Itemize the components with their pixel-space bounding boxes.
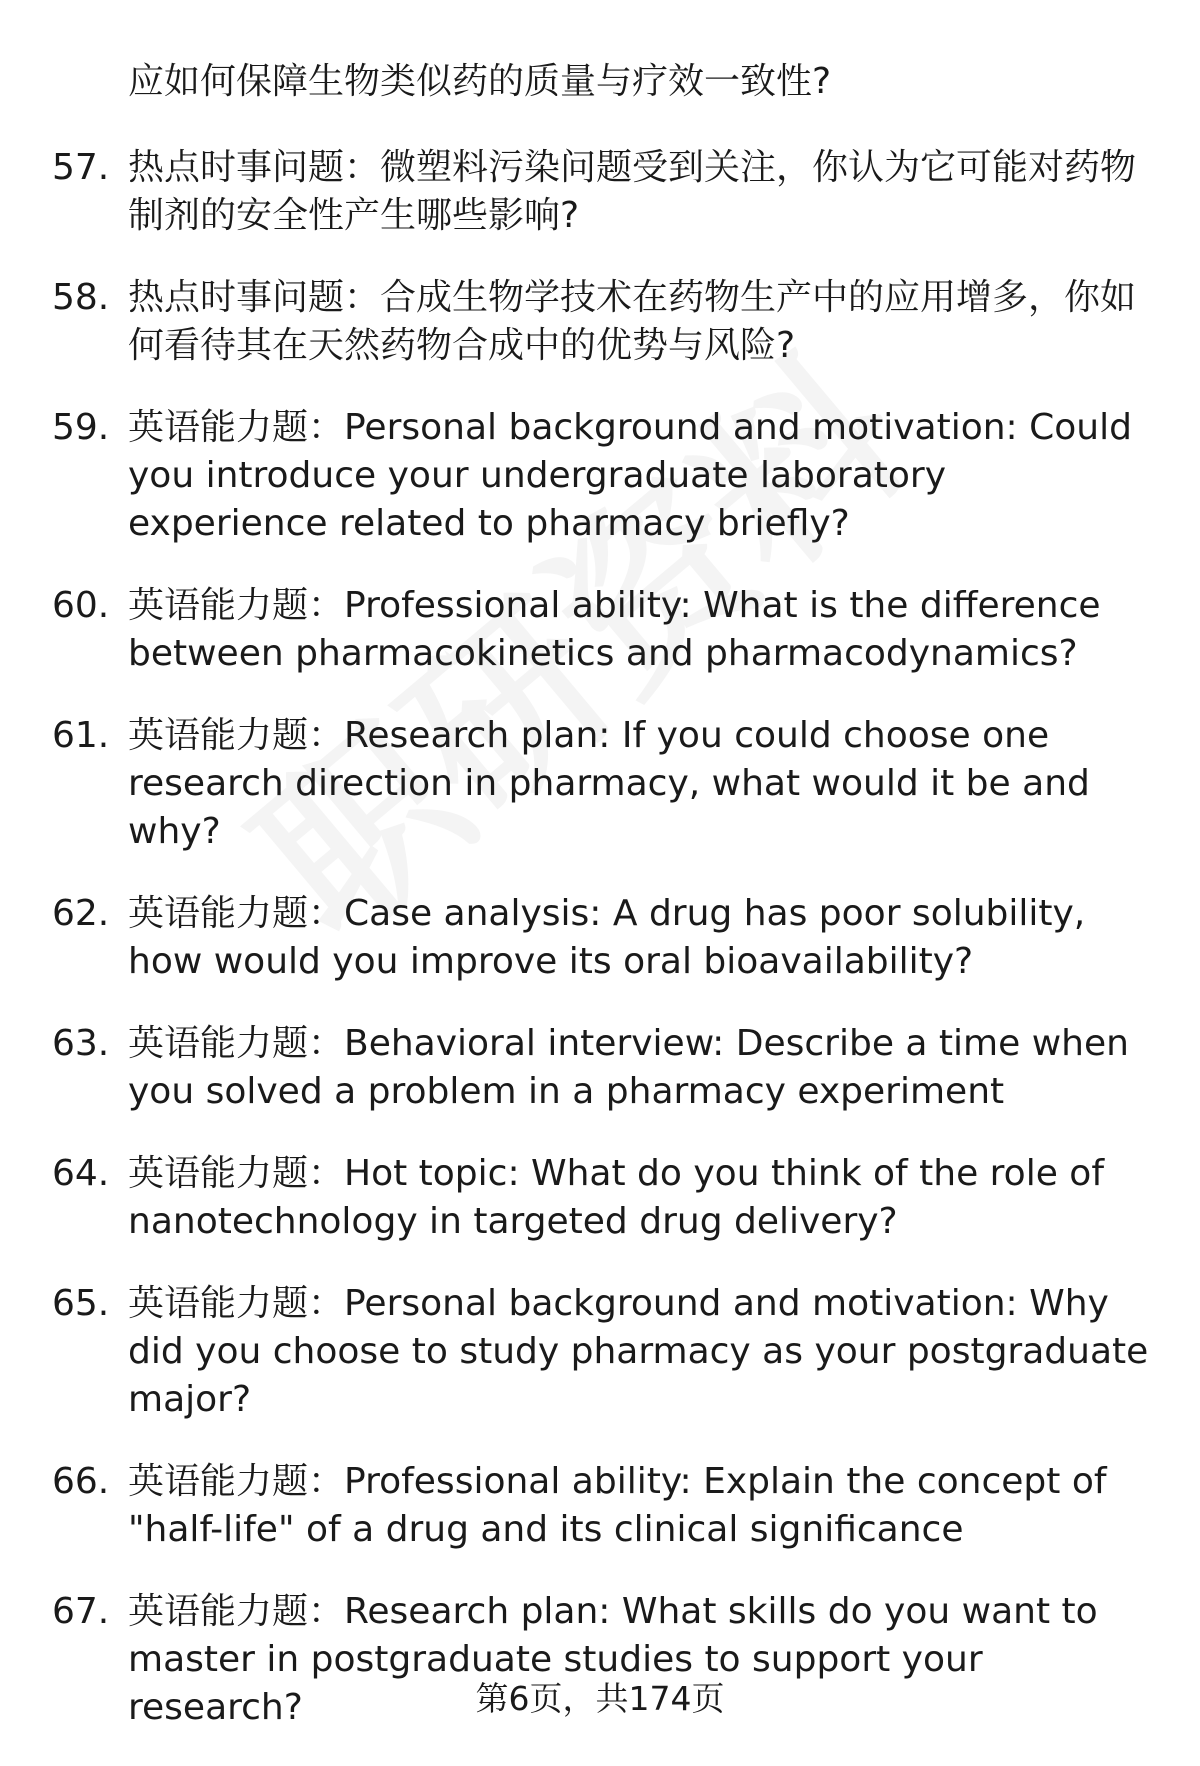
question-item	[0, 144, 1200, 240]
question-text: 英语能力题：Hot topic: What do you think of the role of nanotechnology in targeted drug delivery?	[128, 1153, 1104, 1242]
question-item	[0, 1150, 1200, 1246]
question-text: 英语能力题：Behavioral interview: Describe a time when you solved a problem in a pharmacy experiment	[128, 1023, 1129, 1112]
question-number: 60.	[52, 585, 110, 626]
question-text: 英语能力题：Professional ability: What is the difference between pharmacokinetics and pharmacodynamics?	[128, 585, 1101, 674]
question-text: 英语能力题：Case analysis: A drug has poor solubility, how would you improve its oral bioavailability?	[128, 893, 1086, 982]
question-number: 64.	[52, 1153, 110, 1194]
question-text: 英语能力题：Research plan: If you could choose one research direction in pharmacy, what would it be and why?	[128, 715, 1090, 852]
question-number: 62.	[52, 893, 110, 934]
question-list	[0, 144, 1200, 1766]
question-item	[0, 274, 1200, 370]
question-number: 65.	[52, 1283, 110, 1324]
question-text: 英语能力题：Research plan: What skills do you want to master in postgraduate studies to support your research?	[128, 1591, 1098, 1728]
question-item	[0, 890, 1200, 986]
question-number: 57.	[52, 147, 110, 188]
question-text: 热点时事问题：微塑料污染问题受到关注，你认为它可能对药物制剂的安全性产生哪些影响?	[128, 147, 1137, 236]
question-text: 英语能力题：Personal background and motivation: Could you introduce your undergraduate laboratory experience related to pharmacy briefly?	[128, 407, 1132, 544]
question-number: 61.	[52, 715, 110, 756]
page-footer: 第6页，共174页	[475, 1679, 725, 1718]
question-text: 英语能力题：Professional ability: Explain the concept of "half-life" of a drug and its clinical significance	[128, 1461, 1107, 1550]
question-number: 59.	[52, 407, 110, 448]
question-item	[0, 712, 1200, 856]
question-item	[0, 404, 1200, 548]
question-number: 63.	[52, 1023, 110, 1064]
question-number: 58.	[52, 277, 110, 318]
continuation-text: 应如何保障生物类似药的质量与疗效一致性?	[128, 61, 832, 102]
question-number: 66.	[52, 1461, 110, 1502]
question-item	[0, 1280, 1200, 1424]
question-number: 67.	[52, 1591, 110, 1632]
question-item	[0, 1458, 1200, 1554]
question-text: 英语能力题：Personal background and motivation: Why did you choose to study pharmacy as your postgraduate major?	[128, 1283, 1149, 1420]
question-item	[0, 582, 1200, 678]
question-item	[0, 1020, 1200, 1116]
question-text: 热点时事问题：合成生物学技术在药物生产中的应用增多，你如何看待其在天然药物合成中的优势与风险?	[128, 277, 1137, 366]
